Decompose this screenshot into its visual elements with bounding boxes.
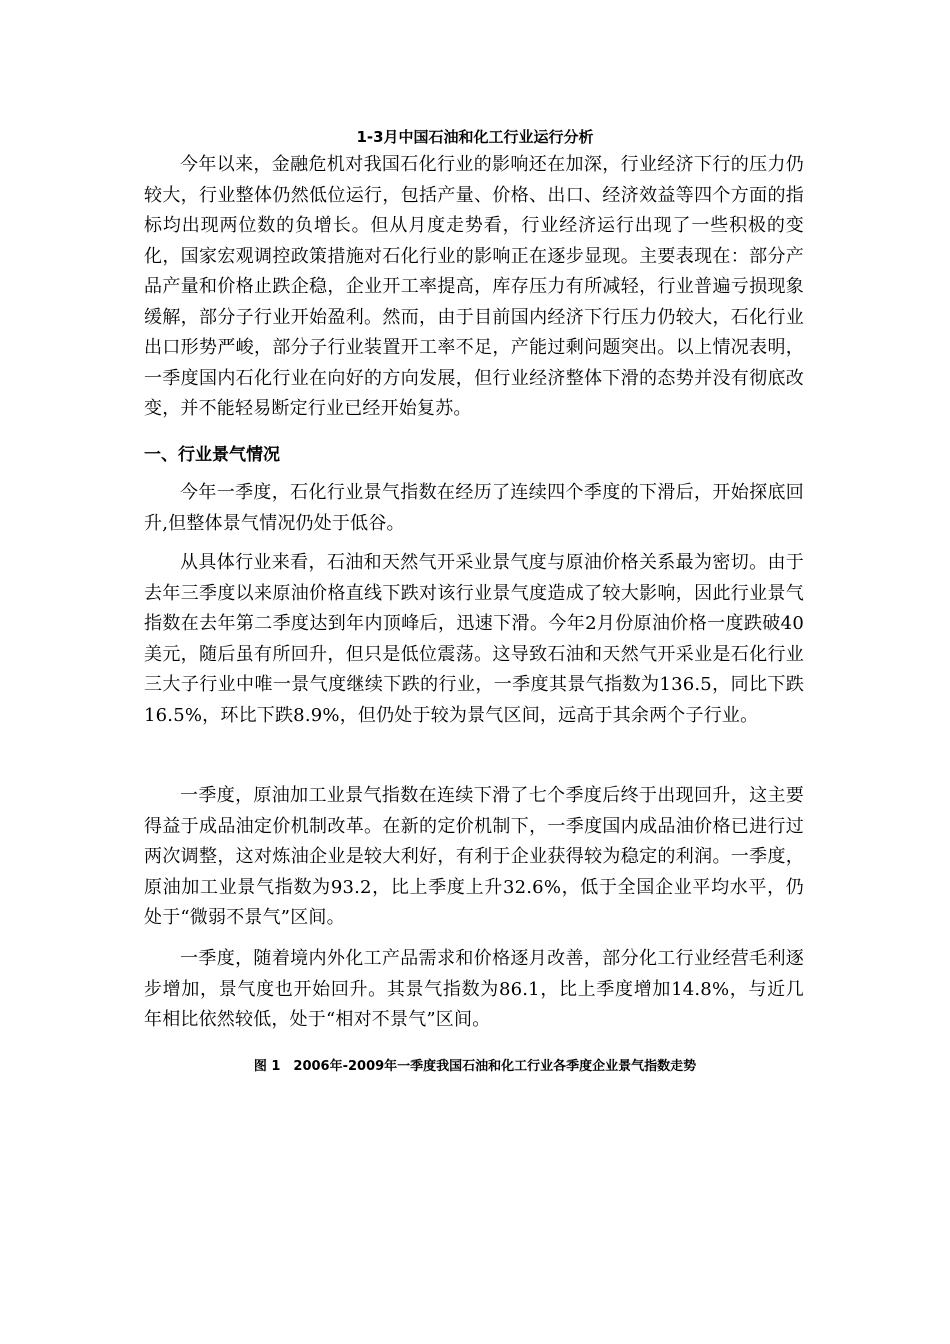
document-title: 1-3月中国石油和化工行业运行分析	[356, 128, 594, 146]
paragraph-1: 今年一季度，石化行业景气指数在经历了连续四个季度的下滑后，开始探底回升,但整体景气情况仍处于低谷。	[144, 482, 804, 534]
figure-caption: 图 1 2006年-2009年一季度我国石油和化工行业各季度企业景气指数走势	[253, 1059, 697, 1074]
section-heading: 一、行业景气情况	[144, 445, 280, 465]
intro-paragraph: 今年以来，金融危机对我国石化行业的影响还在加深，行业经济下行的压力仍较大，行业整体仍然低位运行，包括产量、价格、出口、经济效益等四个方面的指标均出现两位数的负增长。但从月度走势看，行业经济运行出现了一些积极的变化，国家宏观调控政策措施对石化行业的影响正在逐步显现。主要表现在：部分产品产量和价格止跌企稳，企业开工率提高，库存压力有所减轻，行业普遍亏损现象缓解，部分子行业开始盈利。然而，由于目前国内经济下行压力仍较大，石化行业出口形势严峻，部分子行业装置开工率不足，产能过剩问题突出。以上情况表明，一季度国内石化行业在向好的方向发展，但行业经济整体下滑的态势并没有彻底改变，并不能轻易断定行业已经开始复苏。	[144, 154, 804, 419]
paragraph-4: 一季度，随着境内外化工产品需求和价格逐月改善，部分化工行业经营毛利逐步增加，景气度也开始回升。其景气指数为86.1，比上季度增加14.8%，与近几年相比依然较低，处于“相对不景气”区间。	[144, 948, 804, 1030]
paragraph-2: 从具体行业来看，石油和天然气开采业景气度与原油价格关系最为密切。由于去年三季度以来原油价格直线下跌对该行业景气度造成了较大影响，因此行业景气指数在去年第二季度达到年内顶峰后，迅速下滑。今年2月份原油价格一度跌破40美元，随后虽有所回升，但只是低位震荡。这导致石油和天然气开采业是石化行业三大子行业中唯一景气度继续下跌的行业，一季度其景气指数为136.5，同比下跌16.5%，环比下跌8.9%，但仍处于较为景气区间，远高于其余两个子行业。	[144, 552, 804, 726]
paragraph-3: 一季度，原油加工业景气指数在连续下滑了七个季度后终于出现回升，这主要得益于成品油定价机制改革。在新的定价机制下，一季度国内成品油价格已进行过两次调整，这对炼油企业是较大利好，有利于企业获得较为稳定的利润。一季度，原油加工业景气指数为93.2，比上季度上升32.6%，低于全国企业平均水平，仍处于“微弱不景气”区间。	[144, 785, 804, 928]
